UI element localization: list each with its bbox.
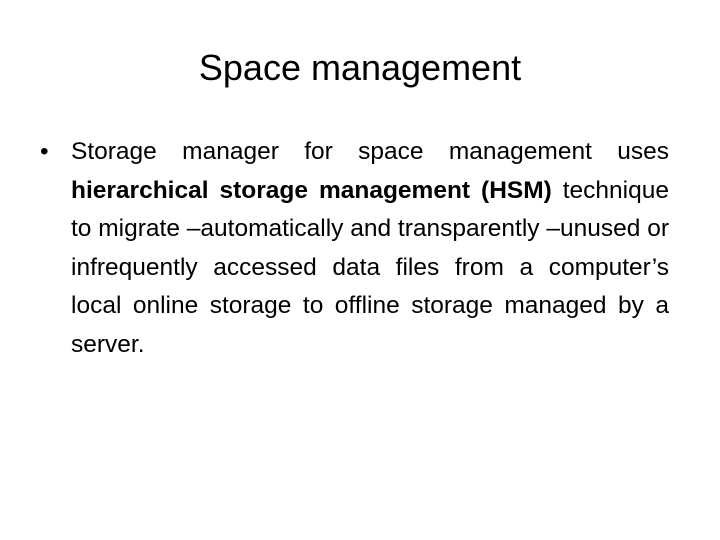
bullet-item bbox=[36, 133, 669, 365]
bullet-text-end: technique to migrate –automatically and transparently –unused or infrequently accessed data files from a computer’s local online storage to offline storage managed by a server. bbox=[71, 176, 670, 358]
bullet-text-bold: hierarchical storage management (HSM) bbox=[71, 176, 552, 204]
slide-title: Space management bbox=[198, 47, 522, 88]
bullet-list bbox=[36, 133, 669, 365]
bullet-text-start: Storage manager for space management uses bbox=[71, 138, 669, 165]
bullet-icon: • bbox=[40, 138, 49, 165]
